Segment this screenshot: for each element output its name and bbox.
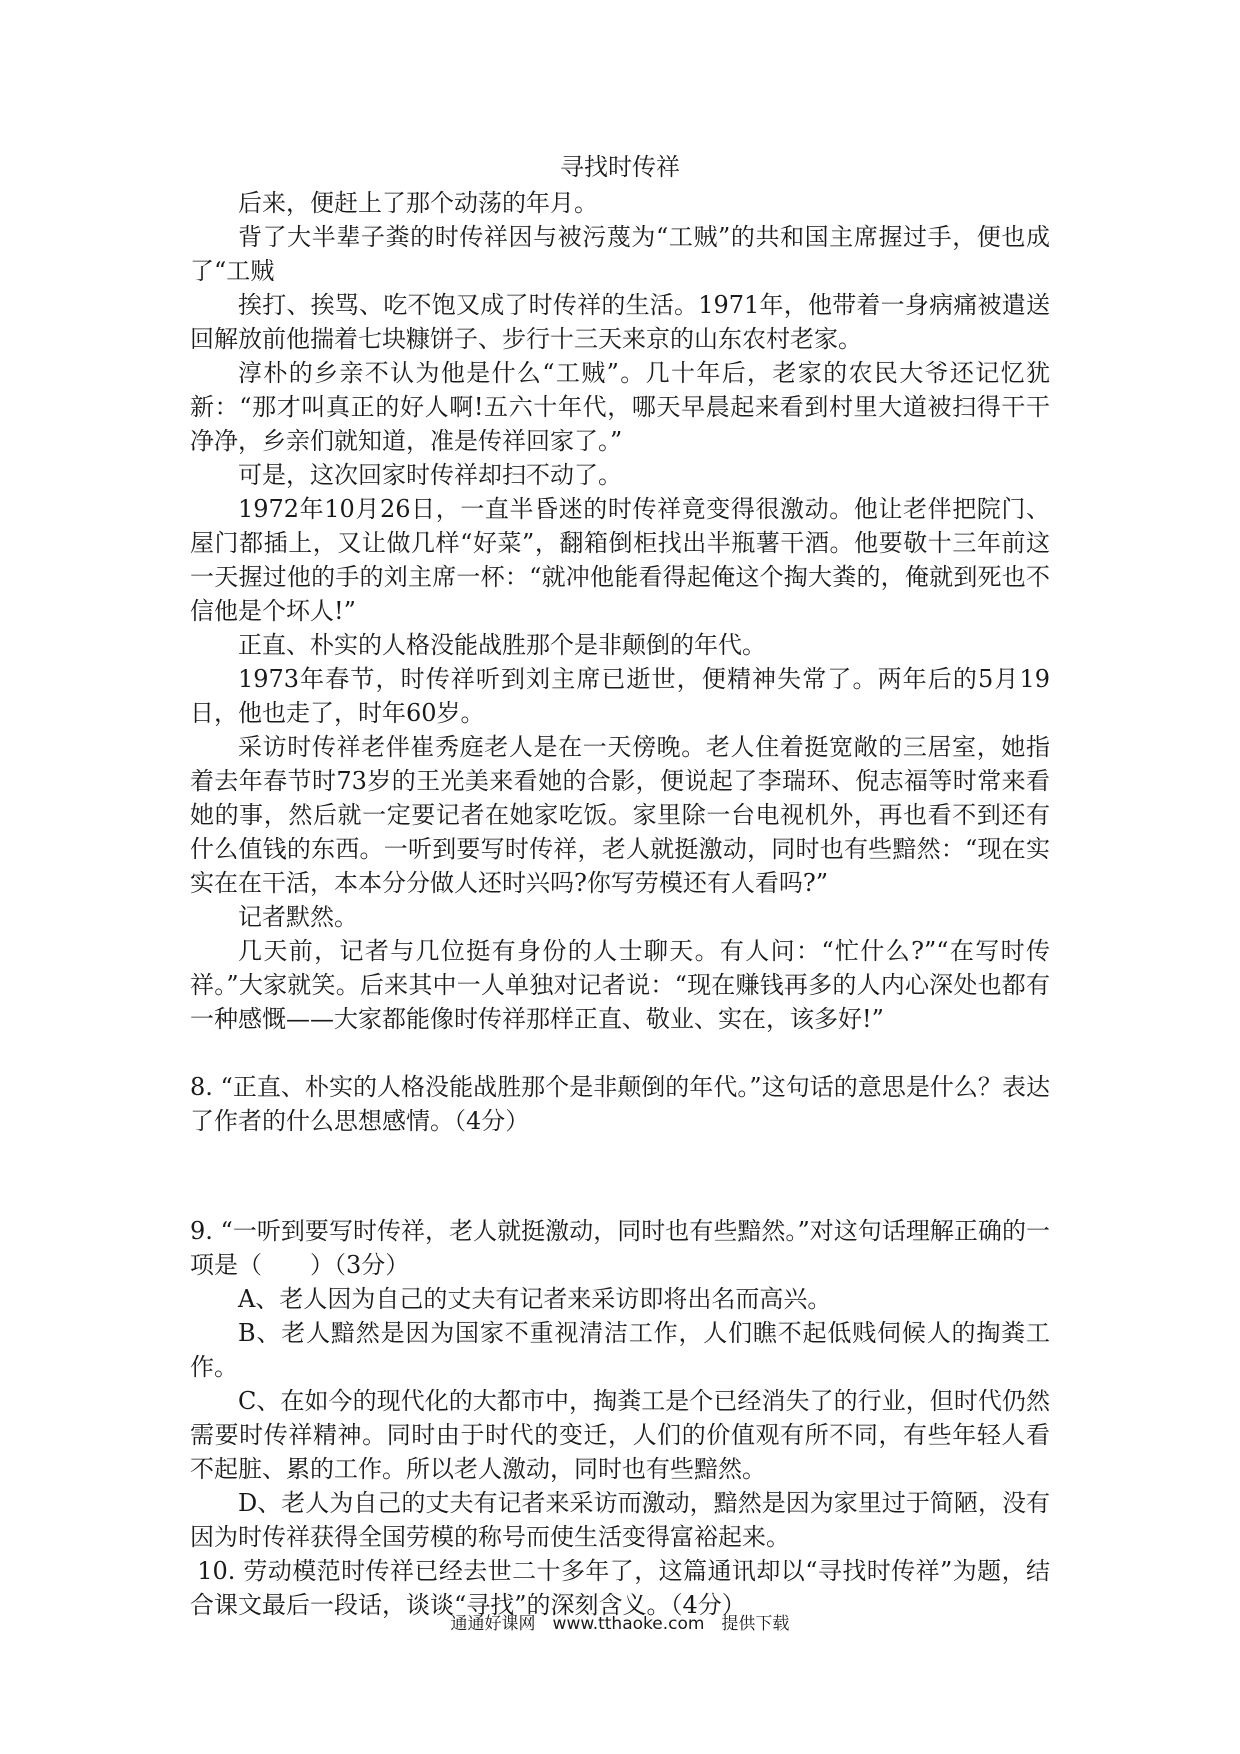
question-9-option-c: C、在如今的现代化的大都市中，掏粪工是个已经消失了的行业，但时代仍然需要时传祥精神。同时由于时代的变迁，人们的价值观有所不同，有些年轻人看不起脏、累的工作。所以老人激动，同时也有些黯然。 [190, 1387, 1050, 1483]
passage-paragraph: 可是，这次回家时传祥却扫不动了。 [238, 461, 622, 489]
page-title: 寻找时传祥 [560, 153, 680, 181]
passage-paragraph: 采访时传祥老伴崔秀庭老人是在一天傍晚。老人住着挺宽敞的三居室，她指着去年春节时73岁的王光美来看她的合影，便说起了李瑞环、倪志福等时常来看她的事，然后就一定要记者在她家吃饭。家里除一台电视机外，再也看不到还有什么值钱的东西。一听到要写时传祥，老人就挺激动，同时也有些黯然：“现在实实在在干活，本本分分做人还时兴吗?你写劳模还有人看吗?” [190, 733, 1050, 897]
footer-source: 通通好课网 www.tthaoke.com 提供下载 [450, 1614, 790, 1634]
question-10: 10. 劳动模范时传祥已经去世二十多年了，这篇通讯却以“寻找时传祥”为题，结合课文最后一段话，谈谈“寻找”的深刻含义。（4分） [190, 1557, 1050, 1619]
passage-paragraph: 挨打、挨骂、吃不饱又成了时传祥的生活。1971年，他带着一身病痛被遣送回解放前他揣着七块糠饼子、步行十三天来京的山东农村老家。 [190, 291, 1050, 353]
spacer [190, 1036, 1050, 1070]
passage-paragraph: 1972年10月26日，一直半昏迷的时传祥竟变得很激动。他让老伴把院门、屋门都插上，又让做几样“好菜”，翻箱倒柜找出半瓶薯干酒。他要敬十三年前这一天握过他的手的刘主席一杯：“就冲他能看得起俺这个掏大粪的，俺就到死也不信他是个坏人!” [190, 495, 1050, 625]
question-8: 8. “正直、朴实的人格没能战胜那个是非颠倒的年代。”这句话的意思是什么？表达了作者的什么思想感情。（4分） [190, 1073, 1050, 1135]
question-9-option-b: B、老人黯然是因为国家不重视清洁工作，人们瞧不起低贱伺候人的掏粪工作。 [190, 1319, 1050, 1381]
passage-paragraph: 几天前，记者与几位挺有身份的人士聊天。有人问：“忙什么?”“在写时传祥。”大家就笑。后来其中一人单独对记者说：“现在赚钱再多的人内心深处也都有一种感慨——大家都能像时传祥那样正直、敬业、实在，该多好!” [190, 937, 1050, 1033]
passage-paragraph: 淳朴的乡亲不认为他是什么“工贼”。几十年后，老家的农民大爷还记忆犹新：“那才叫真正的好人啊!五六十年代，哪天早晨起来看到村里大道被扫得干干净净，乡亲们就知道，准是传祥回家了。” [190, 359, 1050, 455]
passage-paragraph: 记者默然。 [238, 903, 358, 931]
question-9: 9. “一听到要写时传祥，老人就挺激动，同时也有些黯然。”对这句话理解正确的一项是（ ）（3分） [190, 1217, 1050, 1279]
document-body [190, 150, 1050, 1622]
passage-paragraph: 正直、朴实的人格没能战胜那个是非颠倒的年代。 [238, 631, 766, 659]
question-9-option-d: D、老人为自己的丈夫有记者来采访而激动，黯然是因为家里过于简陋，没有因为时传祥获得全国劳模的称号而使生活变得富裕起来。 [190, 1489, 1050, 1551]
passage [190, 186, 1050, 1036]
question-9-option-a: A、老人因为自己的丈夫有记者来采访即将出名而高兴。 [238, 1285, 832, 1313]
passage-paragraph: 后来，便赶上了那个动荡的年月。 [238, 189, 598, 217]
passage-paragraph: 1973年春节，时传祥听到刘主席已逝世，便精神失常了。两年后的5月19日，他也走了，时年60岁。 [190, 665, 1050, 727]
passage-paragraph: 背了大半辈子粪的时传祥因与被污蔑为“工贼”的共和国主席握过手，便也成了“工贼 [190, 223, 1050, 285]
answer-space [190, 1138, 1050, 1214]
